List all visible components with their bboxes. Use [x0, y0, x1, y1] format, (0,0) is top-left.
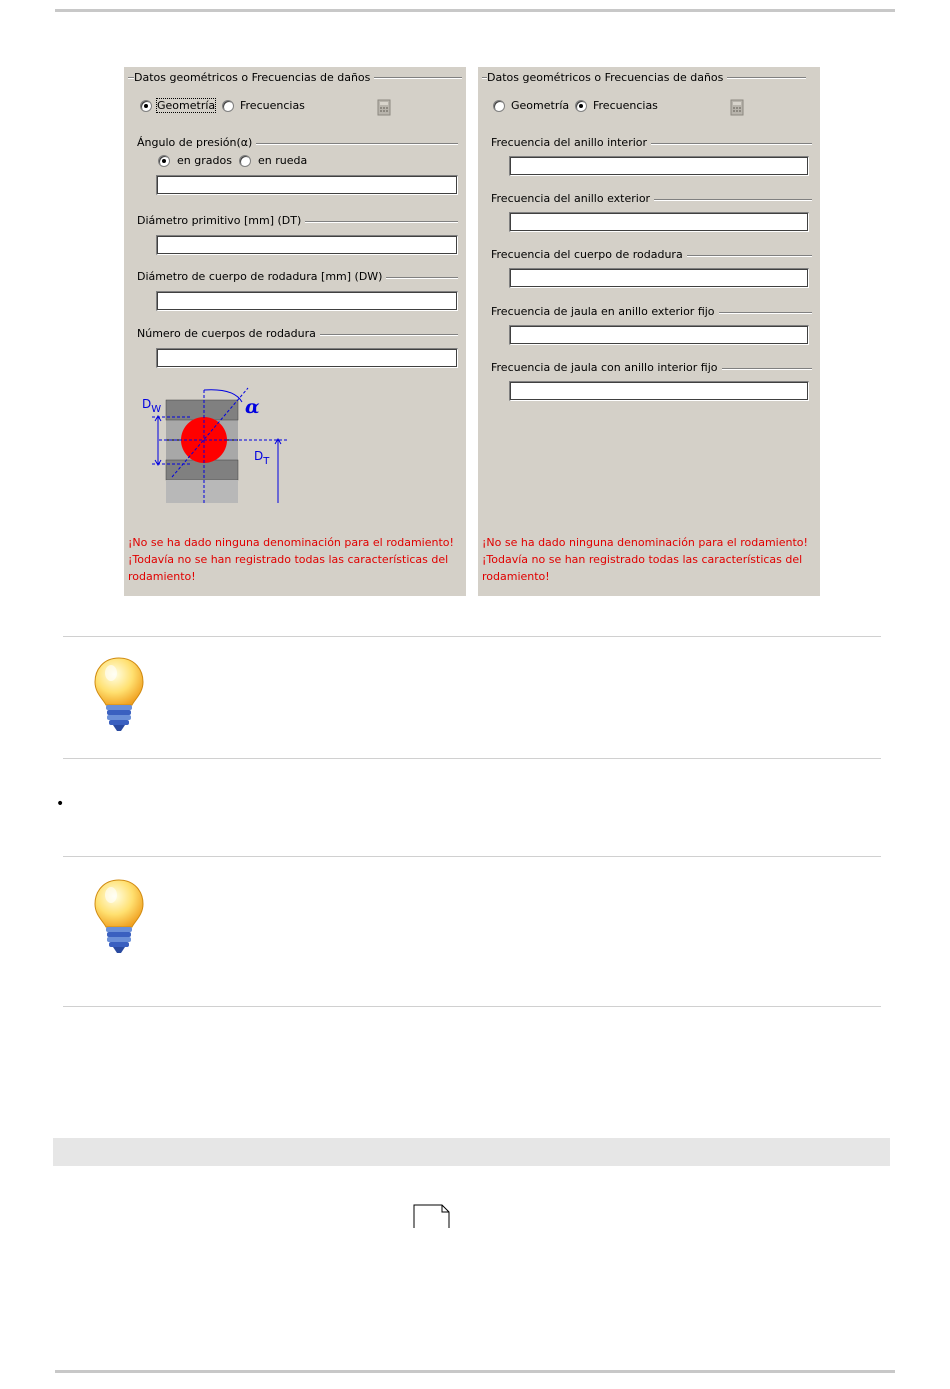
frecuencia-anillo-interior-input[interactable] — [509, 156, 809, 176]
radio-frecuencias-label[interactable]: Frecuencias — [593, 99, 658, 112]
numero-cuerpos-label: Número de cuerpos de rodadura — [137, 327, 320, 340]
radio-geometria-label[interactable]: Geometría — [511, 99, 570, 112]
numero-cuerpos-input[interactable] — [156, 348, 458, 368]
frecuencia-anillo-exterior-label: Frecuencia del anillo exterior — [491, 192, 654, 205]
frecuencia-anillo-exterior-input[interactable] — [509, 212, 809, 232]
bearing-diagram — [124, 382, 304, 507]
alpha-label: α — [245, 396, 260, 418]
radio-geometria-label[interactable]: Geometría — [157, 99, 216, 112]
section-band — [53, 1138, 890, 1166]
radio-en-rueda[interactable] — [239, 155, 251, 167]
frecuencia-jaula-interior-label: Frecuencia de jaula con anillo interior fijo — [491, 361, 722, 374]
radio-frecuencias-label[interactable]: Frecuencias — [240, 99, 305, 112]
radio-frecuencias[interactable] — [222, 100, 234, 112]
warning-message: ¡No se ha dado ninguna denominación para el rodamiento! ¡Todavía no se han registrado todas las características del rodamiento! — [128, 536, 454, 583]
frecuencia-cuerpo-label: Frecuencia del cuerpo de rodadura — [491, 248, 687, 261]
calculator-icon[interactable] — [730, 99, 744, 116]
lightbulb-icon — [91, 655, 147, 733]
outer-ring — [166, 400, 238, 420]
frecuencia-anillo-interior-label: Frecuencia del anillo interior — [491, 136, 651, 149]
angle-input[interactable] — [156, 175, 458, 195]
radio-en-rueda-label[interactable]: en rueda — [258, 154, 308, 167]
left-panel-geometry — [124, 67, 466, 596]
dw-label: $D_W$ — [142, 397, 162, 415]
frecuencia-jaula-exterior-label: Frecuencia de jaula en anillo exterior fijo — [491, 305, 719, 318]
radio-en-grados[interactable] — [158, 155, 170, 167]
group-title: Datos geométricos o Frecuencias de daños — [487, 71, 727, 84]
document-icon — [413, 1204, 450, 1228]
bullet: • — [56, 796, 65, 812]
right-panel-frequencies — [478, 67, 820, 596]
diametro-primitivo-input[interactable] — [156, 235, 458, 255]
tip-box — [63, 856, 881, 1007]
diametro-cuerpo-label: Diámetro de cuerpo de rodadura [mm] (DW) — [137, 270, 386, 283]
warning-message: ¡No se ha dado ninguna denominación para el rodamiento! ¡Todavía no se han registrado todas las características del rodamiento! — [482, 536, 808, 583]
footer-rule — [55, 1370, 895, 1373]
radio-geometria[interactable] — [493, 100, 505, 112]
inner-ring — [166, 460, 238, 480]
lightbulb-icon — [91, 877, 147, 955]
diametro-cuerpo-input[interactable] — [156, 291, 458, 311]
frecuencia-cuerpo-input[interactable] — [509, 268, 809, 288]
frecuencia-jaula-exterior-input[interactable] — [509, 325, 809, 345]
angle-label: Ángulo de presión(α) — [137, 136, 256, 149]
dt-label: $D_T$ — [254, 449, 270, 467]
radio-frecuencias[interactable] — [575, 100, 587, 112]
tip-box — [63, 636, 881, 759]
diametro-primitivo-label: Diámetro primitivo [mm] (DT) — [137, 214, 305, 227]
group-title: Datos geométricos o Frecuencias de daños — [134, 71, 374, 84]
frecuencia-jaula-interior-input[interactable] — [509, 381, 809, 401]
header-rule — [55, 9, 895, 12]
radio-en-grados-label[interactable]: en grados — [177, 154, 232, 167]
radio-geometria[interactable] — [140, 100, 152, 112]
calculator-icon[interactable] — [377, 99, 391, 116]
